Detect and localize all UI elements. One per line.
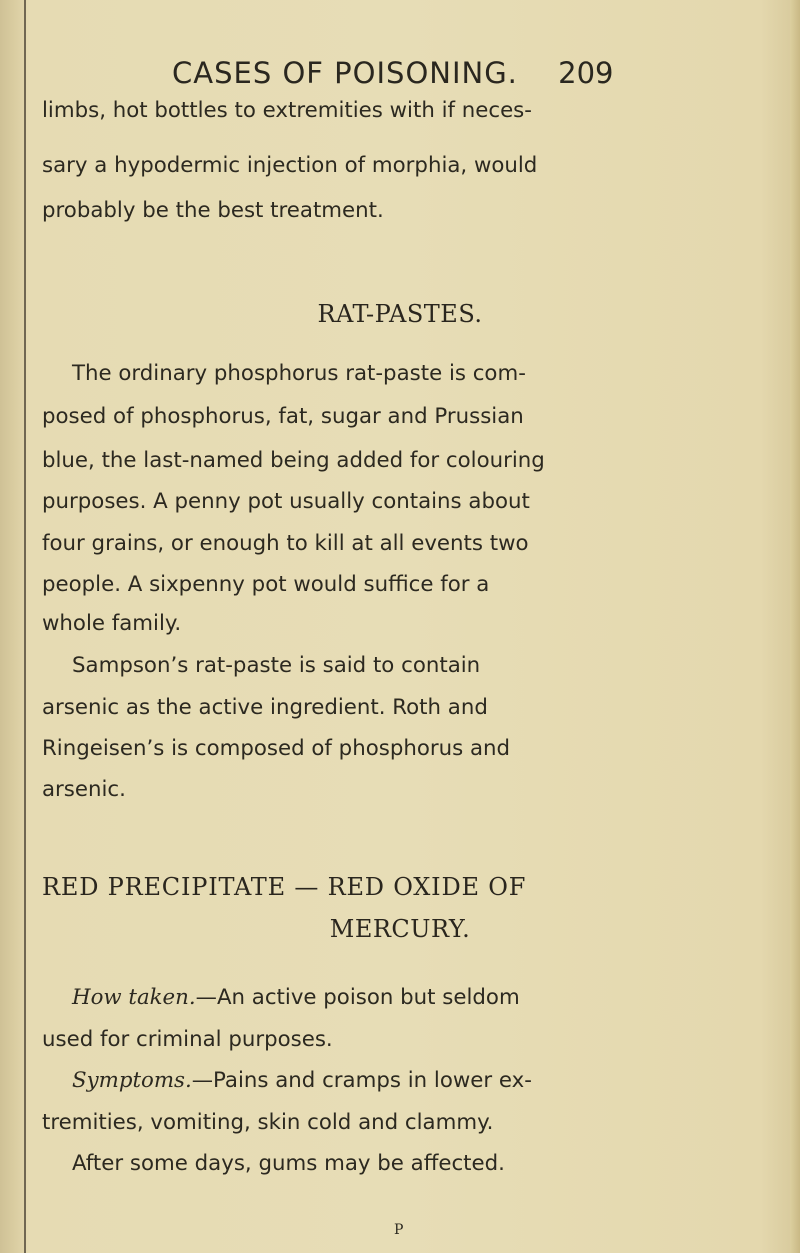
paragraph-line: The ordinary phosphorus rat-paste is com- xyxy=(72,361,526,386)
paragraph-line: posed of phosphorus, fat, sugar and Prussian xyxy=(42,404,524,429)
section-heading-red-precipitate: RED PRECIPITATE — RED OXIDE OF xyxy=(42,873,527,901)
symptoms-text: —Pains and cramps in lower ex- xyxy=(191,1068,532,1093)
how-taken-line xyxy=(72,987,772,1008)
symptoms-line xyxy=(72,1070,772,1091)
symptoms-label: Symptoms. xyxy=(72,1068,192,1093)
intro-line: limbs, hot bottles to extremities with if neces- xyxy=(42,98,532,123)
paragraph-line: Ringeisen’s is composed of phosphorus and xyxy=(42,736,511,761)
paragraph-line: After some days, gums may be affected. xyxy=(72,1151,505,1176)
signature-mark: P xyxy=(394,1222,404,1238)
paragraph-line: whole family. xyxy=(42,611,182,636)
paragraph-line: arsenic as the active ingredient. Roth and xyxy=(42,695,488,720)
paragraph-line: tremities, vomiting, skin cold and clammy. xyxy=(42,1110,494,1135)
page-edge xyxy=(790,0,800,1253)
how-taken-text: —An active poison but seldom xyxy=(195,985,520,1010)
paragraph-line: purposes. A penny pot usually contains about xyxy=(42,489,530,514)
paragraph-line: people. A sixpenny pot would suffice for a xyxy=(42,572,490,597)
intro-line: sary a hypodermic injection of morphia, would xyxy=(42,153,538,178)
section-heading-continued: MERCURY. xyxy=(329,915,471,943)
page-gutter xyxy=(0,0,26,1253)
paragraph-line: four grains, or enough to kill at all events two xyxy=(42,531,529,556)
how-taken-label: How taken. xyxy=(72,985,196,1010)
running-head xyxy=(172,56,732,90)
section-heading-rat-pastes: RAT-PASTES. xyxy=(317,300,483,328)
paragraph-line: arsenic. xyxy=(42,777,126,802)
running-head-title: CASES OF POISONING. xyxy=(172,56,518,90)
page-number: 209 xyxy=(558,56,614,90)
intro-line: probably be the best treatment. xyxy=(42,198,384,223)
paragraph-line: Sampson’s rat-paste is said to contain xyxy=(72,653,481,678)
paragraph-line: used for criminal purposes. xyxy=(42,1027,333,1052)
paragraph-line: blue, the last-named being added for colouring xyxy=(42,448,545,473)
